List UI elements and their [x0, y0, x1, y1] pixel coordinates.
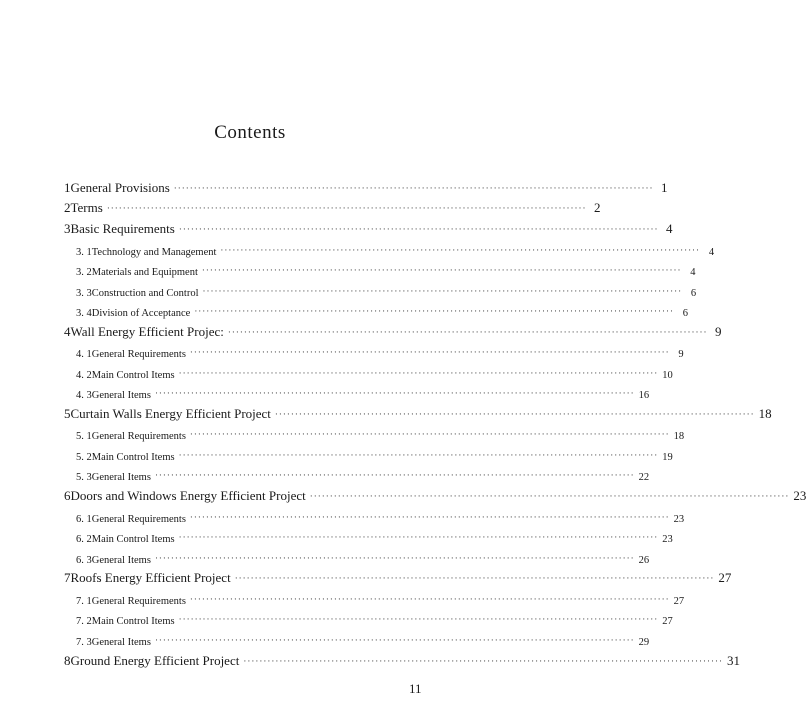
- toc-leader-dots: ························································································································: [274, 408, 755, 419]
- toc-entry-number: 4. 3: [76, 390, 92, 402]
- toc-entry: [64, 422, 685, 443]
- toc-entry: [64, 504, 685, 525]
- toc-entry: [64, 216, 673, 237]
- toc-entry: [64, 175, 668, 196]
- toc-entry: [64, 648, 740, 669]
- toc-leader-dots: ························································································································: [178, 532, 659, 543]
- toc-entry-title: General Items: [91, 390, 151, 402]
- toc-entry-title: Main Control Items: [91, 534, 175, 546]
- toc-leader-dots: ························································································································: [194, 306, 674, 317]
- toc-entry: [64, 566, 732, 587]
- toc-entry-title: Division of Acceptance: [91, 308, 191, 320]
- toc-entry-page: 16: [638, 390, 650, 402]
- toc-leader-dots: ························································································································: [154, 470, 635, 481]
- toc-entry-title: General Items: [91, 636, 151, 648]
- toc-entry-number: 1: [64, 179, 71, 195]
- toc-entry-number: 5: [64, 405, 71, 421]
- toc-leader-dots: ························································································································: [189, 593, 670, 604]
- toc-entry-number: 5. 3: [76, 472, 92, 484]
- toc-entry-title: Materials and Equipment: [91, 267, 198, 279]
- toc-entry-title: Construction and Control: [91, 287, 199, 299]
- toc-entry-page: 23: [662, 534, 673, 546]
- toc-entry-number: 7: [64, 570, 71, 586]
- table-of-contents: [64, 175, 806, 669]
- toc-entry: [64, 586, 685, 607]
- toc-entry-page: 6: [682, 308, 688, 320]
- toc-entry-number: 3. 3: [76, 287, 92, 299]
- toc-leader-dots: ························································································································: [189, 347, 670, 358]
- toc-entry-title: Curtain Walls Energy Efficient Project: [70, 405, 271, 421]
- toc-entry-title: Ground Energy Efficient Project: [70, 652, 240, 668]
- toc-entry: [64, 525, 673, 546]
- toc-entry-page: 2: [593, 200, 601, 216]
- toc-entry-number: 6. 1: [76, 513, 92, 525]
- toc-entry-page: 9: [678, 349, 684, 361]
- toc-entry: [64, 381, 650, 402]
- toc-entry-number: 7. 1: [76, 595, 92, 607]
- toc-entry: [64, 545, 650, 566]
- toc-entry-number: 3. 4: [76, 308, 92, 320]
- toc-entry-title: General Requirements: [91, 595, 186, 607]
- toc-entry: [64, 299, 688, 320]
- toc-leader-dots: ························································································································: [234, 573, 715, 584]
- toc-leader-dots: ························································································································: [106, 203, 587, 214]
- toc-entry-title: Main Control Items: [91, 369, 175, 381]
- toc-leader-dots: ························································································································: [178, 367, 659, 378]
- toc-entry-title: General Requirements: [91, 349, 186, 361]
- toc-entry: [64, 483, 806, 504]
- toc-entry-title: General Requirements: [91, 513, 186, 525]
- toc-entry-title: Main Control Items: [91, 616, 175, 628]
- toc-leader-dots: ························································································································: [201, 265, 682, 276]
- toc-entry-number: 7. 3: [76, 636, 92, 648]
- toc-entry-title: General Items: [91, 472, 151, 484]
- toc-entry: [64, 463, 650, 484]
- toc-leader-dots: ························································································································: [220, 244, 701, 255]
- toc-entry: [64, 319, 722, 340]
- toc-entry-page: 23: [793, 488, 806, 504]
- toc-entry-title: General Provisions: [70, 179, 170, 195]
- toc-entry-page: 10: [662, 369, 673, 381]
- toc-entry-title: Basic Requirements: [70, 221, 175, 237]
- toc-entry: [64, 340, 684, 361]
- toc-entry-page: 22: [638, 472, 650, 484]
- toc-entry-number: 7. 2: [76, 616, 92, 628]
- toc-entry-number: 6. 3: [76, 554, 92, 566]
- toc-entry-title: Doors and Windows Energy Efficient Project: [70, 488, 306, 504]
- toc-entry-number: 3: [64, 221, 71, 237]
- toc-leader-dots: ························································································································: [154, 552, 635, 563]
- toc-leader-dots: ························································································································: [154, 388, 635, 399]
- toc-entry-page: 29: [638, 636, 650, 648]
- toc-entry: [64, 196, 601, 217]
- toc-entry-number: 4. 2: [76, 369, 92, 381]
- toc-entry: [64, 237, 715, 258]
- toc-entry-title: Terms: [70, 200, 103, 216]
- toc-entry-number: 6. 2: [76, 534, 92, 546]
- toc-entry: [64, 607, 673, 628]
- toc-entry-title: Technology and Management: [91, 246, 217, 258]
- toc-leader-dots: ························································································································: [154, 634, 635, 645]
- toc-entry-page: 27: [662, 616, 673, 628]
- toc-entry-page: 18: [673, 431, 685, 443]
- toc-entry-title: General Items: [91, 554, 151, 566]
- toc-leader-dots: ························································································································: [309, 491, 790, 502]
- toc-leader-dots: ························································································································: [178, 449, 659, 460]
- toc-leader-dots: ························································································································: [243, 655, 723, 666]
- toc-entry-title: Roofs Energy Efficient Project: [70, 570, 231, 586]
- toc-leader-dots: ························································································································: [173, 182, 654, 193]
- toc-entry: [64, 442, 673, 463]
- toc-entry-title: Wall Energy Efficient Projec:: [70, 323, 224, 339]
- toc-entry-page: 6: [690, 287, 697, 299]
- toc-entry-page: 23: [673, 513, 685, 525]
- toc-entry-page: 4: [666, 221, 673, 237]
- page-title: Contents: [214, 122, 286, 143]
- toc-entry: [64, 627, 650, 648]
- toc-entry-number: 5. 2: [76, 451, 92, 463]
- toc-entry-number: 3. 2: [76, 267, 92, 279]
- toc-leader-dots: ························································································································: [202, 285, 683, 296]
- toc-entry: [64, 258, 696, 279]
- toc-entry: [64, 278, 697, 299]
- toc-entry-number: 6: [64, 488, 71, 504]
- toc-entry: [64, 401, 772, 422]
- toc-entry-page: 9: [715, 323, 722, 339]
- toc-entry-page: 26: [638, 554, 650, 566]
- toc-entry-number: 4. 1: [76, 349, 92, 361]
- toc-entry: [64, 360, 673, 381]
- toc-entry-page: 4: [690, 267, 696, 279]
- toc-entry-number: 3. 1: [76, 246, 92, 258]
- toc-entry-page: 19: [662, 451, 673, 463]
- toc-entry-number: 5. 1: [76, 431, 92, 443]
- toc-entry-page: 27: [673, 595, 685, 607]
- toc-entry-page: 4: [708, 246, 715, 258]
- toc-entry-number: 4: [64, 323, 71, 339]
- page-number: 11: [409, 681, 422, 696]
- toc-leader-dots: ························································································································: [178, 224, 659, 235]
- toc-entry-number: 2: [64, 200, 71, 216]
- toc-entry-page: 31: [727, 652, 740, 668]
- toc-entry-title: General Requirements: [91, 431, 186, 443]
- toc-leader-dots: ························································································································: [178, 614, 659, 625]
- toc-entry-title: Main Control Items: [91, 451, 175, 463]
- toc-entry-page: 18: [758, 405, 772, 421]
- toc-entry-page: 1: [660, 179, 668, 195]
- toc-leader-dots: ························································································································: [189, 511, 670, 522]
- toc-entry-page: 27: [718, 570, 732, 586]
- toc-entry-number: 8: [64, 652, 71, 668]
- toc-leader-dots: ························································································································: [227, 326, 708, 337]
- toc-leader-dots: ························································································································: [189, 429, 670, 440]
